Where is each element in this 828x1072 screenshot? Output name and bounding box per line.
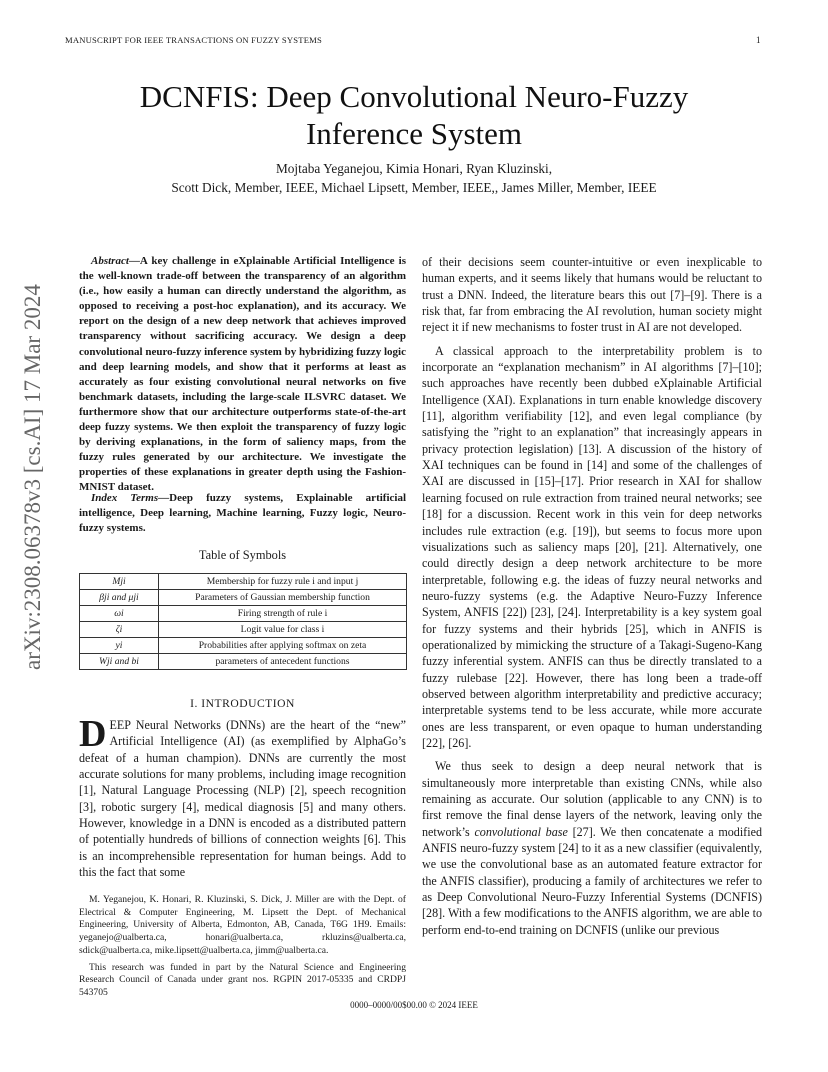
title-line-1: DCNFIS: Deep Convolutional Neuro-Fuzzy [139, 79, 689, 114]
table-row [80, 606, 407, 622]
symbol-cell: βji and μji [80, 590, 159, 606]
paper-title [80, 78, 748, 152]
section-heading: I. INTRODUCTION [190, 697, 295, 710]
symbol-cell: Wji and bi [80, 654, 159, 670]
abstract-text: —A key challenge in eXplainable Artificial Intelligence is the well-known trade-off between the transparency of an algorithm (i.e., how easily a human can directly understand the algorithm, as opposed to receiving a post-hoc explanation), and its accuracy. We report on the design of a new deep network that achieves improved transparency without sacrificing accuracy. We design a deep convolutional neuro-fuzzy inference system by hybridizing fuzzy logic and deep learning models, and show that it performs at least as accurately as four existing convolutional neural networks on five benchmark datasets, including the large-scale ILSVRC dataset. We furthermore show that our architecture outperforms state-of-the-art deep fuzzy systems. We then exploit the transparency of fuzzy logic by deriving explanations, in the form of saliency maps, from the fuzzy rules generated by our architecture. We investigate the properties of these explanations in greater depth using the Fashion-MNIST dataset. [79, 255, 406, 494]
table-row [80, 590, 407, 606]
meaning-cell: Membership for fuzzy rule i and input j [159, 574, 407, 590]
table-row [80, 638, 407, 654]
table-row [80, 654, 407, 670]
author-line-1: Mojtaba Yeganejou, Kimia Honari, Ryan Kluzinski, [275, 161, 553, 176]
intro-paragraph [79, 713, 406, 880]
author-list [80, 159, 748, 197]
paragraph [422, 758, 762, 938]
author-line-2: Scott Dick, Member, IEEE, Michael Lipsett, Member, IEEE,, James Miller, Member, IEEE [171, 180, 657, 195]
meaning-cell: Probabilities after applying softmax on zeta [159, 638, 407, 654]
symbol-cell: yi [80, 638, 159, 654]
copyright-notice: 0000–0000/00$00.00 © 2024 IEEE [350, 1000, 478, 1010]
abstract [79, 254, 406, 496]
title-line-2: Inference System [305, 116, 523, 151]
page-number: 1 [756, 35, 761, 45]
meaning-cell: Logit value for class i [159, 622, 407, 638]
emphasis-text: convolutional base [474, 824, 568, 839]
drop-cap: D [79, 713, 107, 755]
index-terms [79, 491, 406, 536]
table-row [80, 574, 407, 590]
index-terms-text: —Deep fuzzy systems, Explainable artificial intelligence, Deep learning, Machine learning, Fuzzy logic, Neuro-fuzzy systems. [79, 492, 406, 535]
index-terms-label: Index Terms [91, 492, 159, 504]
paragraph-text: [27]. We then concatenate a modified ANFIS neuro-fuzzy system [24] to it as a new classifier (equivalently, we use the convolutional base as an automated feature extractor for the ANFIS classifier), producing a family of architectures we refer to as Deep Convolutional Neuro-Fuzzy Inferential Systems (DCNFIS) [28]. With a few modifications to the ANFIS algorithm, we are able to perform end-to-end training on DCNFIS (unlike our previous [422, 824, 762, 937]
meaning-cell: Parameters of Gaussian membership function [159, 590, 407, 606]
symbol-cell: Mji [80, 574, 159, 590]
symbol-cell: ωi [80, 606, 159, 622]
symbols-table-caption: Table of Symbols [198, 548, 287, 562]
footnote-funding: This research was funded in part by the Natural Science and Engineering Research Council of Canada under grant nos. RGPIN 2017-05335 and CRDPJ 543705 [79, 961, 406, 998]
paragraph-text: We thus seek to design a deep neural network that is simultaneously more interpretable than existing CNNs, while also remaining as accurate. Our solution (applicable to any CNN) is to first remove the final dense layers of the network, leaving only the network’s [422, 759, 762, 839]
right-column [422, 254, 762, 945]
running-head: MANUSCRIPT FOR IEEE TRANSACTIONS ON FUZZY SYSTEMS [65, 35, 322, 45]
footnote-affiliations: M. Yeganejou, K. Honari, R. Kluzinski, S. Dick, J. Miller are with the Dept. of Electrical & Computer Engineering, M. Lipsett the Dept. of Mechanical Engineering, University of Alberta, Edmonton, AB, Canada, T6G 1H9. Emails: yeganejo@ualberta.ca, honari@ualberta.ca, rkluzins@ualberta.ca, sdick@ualberta.ca, mike.lipsett@ualberta.ca, jimm@ualberta.ca. [79, 894, 406, 956]
symbols-table [79, 573, 407, 670]
abstract-label: Abstract [91, 255, 129, 267]
symbol-cell: ζi [80, 622, 159, 638]
paragraph: of their decisions seem counter-intuitive or even inexplicable to human experts, and it seems likely that humans would be reluctant to trust a DNN. Indeed, the literature bears this out [7]–[9]. There is a risk that, far from embracing the AI revolution, human society might reject it if new mechanisms to foster trust in AI are not developed. [422, 255, 762, 335]
intro-text: EEP Neural Networks (DNNs) are the heart of the “new” Artificial Intelligence (AI) (as exemplified by AlphaGo’s defeat of a human champion). DNNs are currently the most accurate solutions for many problems, including image recognition [1], Natural Language Processing (NLP) [2], speech recognition [3], robotic surgery [4], medical diagnosis [5] and many others. However, knowledge in a DNN is encoded as a distributed pattern of potentially hundreds of billions of connection weights [6]. This is an incomprehensible representation for human beings. Add to this the fact that some [79, 718, 406, 880]
meaning-cell: parameters of antecedent functions [159, 654, 407, 670]
footnotes [79, 894, 406, 1004]
table-row [80, 622, 407, 638]
paragraph: A classical approach to the interpretability problem is to incorporate an “explanation mechanism” in AI algorithms [7]–[10]; such approaches have recently been dubbed eXplainable Artificial Intelligence (XAI). Explanations in turn enable knowledge discovery [11], algorithm verifiability [12], and even legal compliance (by satisfying the ”right to an explanation” that increasingly appears in privacy protection legislation) [13]. A discussion of the history of XAI techniques can be found in [14] and some of the challenges of XAI are discussed in [15]–[17]. Prior research in XAI for shallow learning focused on rule extraction from trained neural networks; see [18] for a discussion. Recent work in this vein for deep networks includes rule extraction (e.g. [19]), but seems to focus more upon visualizations such as saliency maps [20], [21]. Alternatively, one could directly design a deep network architecture to be more interpretable, following e.g. the ideas of fuzzy neural networks and neuro-fuzzy systems (e.g. the Adaptive Neuro-Fuzzy Inference System, ANFIS [22]) [23], [24]. Interpretability is a key system goal for fuzzy systems and their hybrids [25], which in ANFIS is operationalized by mimicking the structure of a Takagi-Sugeno-Kang fuzzy inferential system. ANFIS can thus be directly translated to a fuzzy rulebase [22]. However, there has long been a trade-off observed between algorithm interpretability and predictive accuracy; interpretable systems tend to be less accurate, while more accurate ones are less transparent, or even opaque to human understanding [22], [26]. [422, 343, 762, 750]
meaning-cell: Firing strength of rule i [159, 606, 407, 622]
arxiv-stamp: arXiv:2308.06378v3 [cs.AI] 17 Mar 2024 [20, 284, 45, 670]
